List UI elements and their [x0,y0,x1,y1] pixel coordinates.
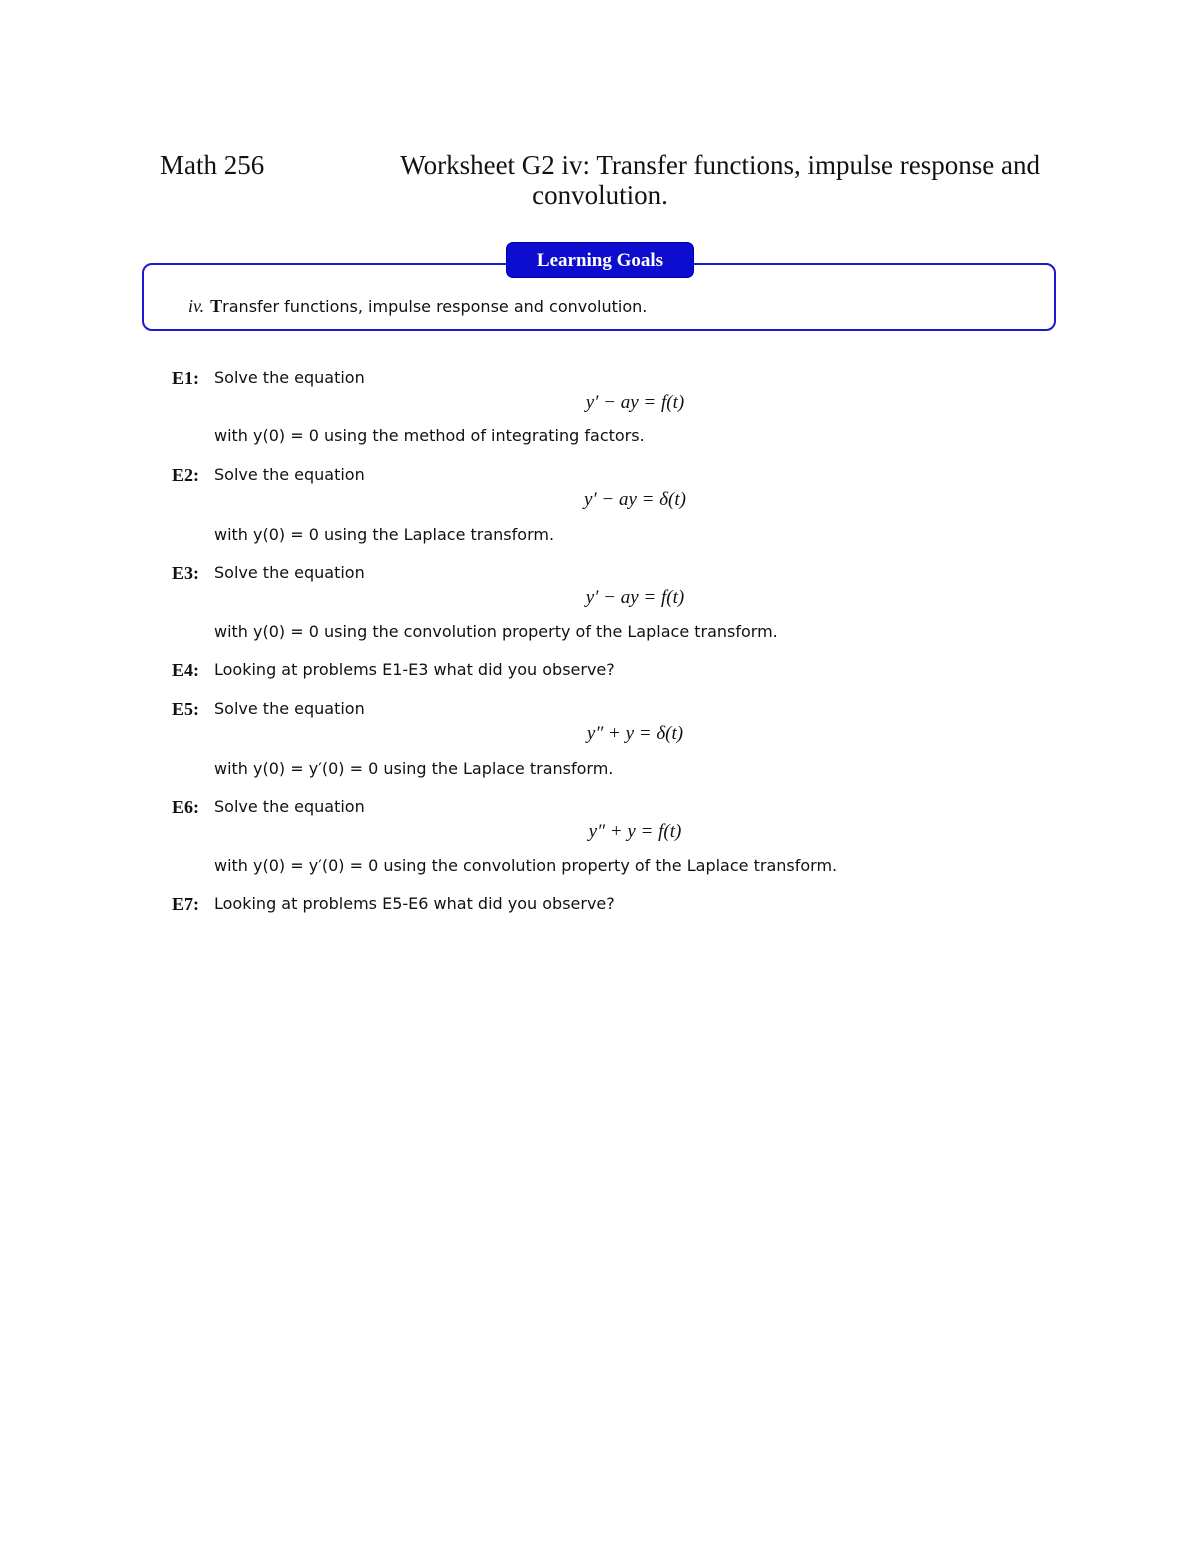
problem-label-e7: E7: [172,894,199,914]
problem-equation-e5: y″ + y = δ(t) [586,723,684,744]
problem-condition-e3: with y(0) = 0 using the convolution property of the Laplace transform. [214,622,778,641]
problem-condition-e6: with y(0) = y′(0) = 0 using the convolution property of the Laplace transform. [214,856,838,875]
problem-intro-e2: Solve the equation [214,465,365,484]
problem-intro-e6: Solve the equation [214,797,365,816]
learning-goal-item [188,295,647,318]
title-line-1 [160,150,1040,180]
problem-label-e2: E2: [172,465,199,485]
problem-intro-e4: Looking at problems E1-E3 what did you observe? [214,660,615,679]
problem-equation-e6: y″ + y = f(t) [588,821,682,842]
problem-label-e5: E5: [172,699,199,719]
learning-goals-tab: Learning Goals [506,242,694,278]
worksheet-title-continued: convolution. [532,180,668,210]
goal-initial: T [210,296,223,316]
problem-condition-e5: with y(0) = y′(0) = 0 using the Laplace transform. [214,759,614,778]
problem-equation-e3: y′ − ay = f(t) [585,587,685,608]
problem-equation-e1: y′ − ay = f(t) [585,392,685,413]
problem-condition-e1: with y(0) = 0 using the method of integrating factors. [214,426,645,445]
problem-intro-e5: Solve the equation [214,699,365,718]
problem-intro-e7: Looking at problems E5-E6 what did you observe? [214,894,615,913]
problem-label-e6: E6: [172,797,199,817]
goal-numeral: iv. [188,296,205,316]
problem-equation-e2: y′ − ay = δ(t) [584,489,686,510]
problem-label-e3: E3: [172,563,199,583]
problem-label-e1: E1: [172,368,199,388]
problem-intro-e3: Solve the equation [214,563,365,582]
page-title [160,150,1040,210]
problem-intro-e1: Solve the equation [214,368,365,387]
problem-label-e4: E4: [172,660,199,680]
worksheet-title: Worksheet G2 iv: Transfer functions, impulse response and [400,150,1040,180]
course-name: Math 256 [160,150,265,180]
problem-condition-e2: with y(0) = 0 using the Laplace transform. [214,525,555,544]
goal-text: ransfer functions, impulse response and convolution. [222,297,648,316]
